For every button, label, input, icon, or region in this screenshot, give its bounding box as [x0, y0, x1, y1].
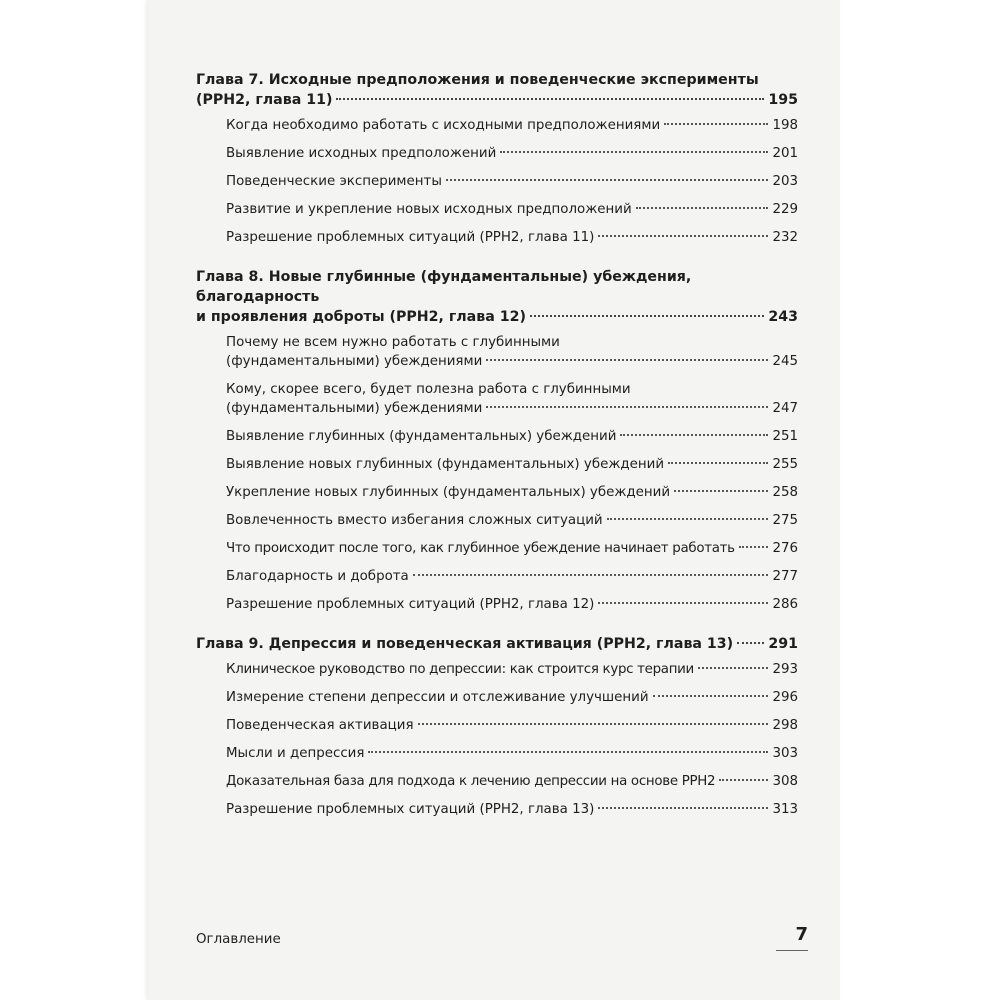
chapter-9	[196, 634, 798, 819]
entry-label: Когда необходимо работать с исходными предположениями	[226, 118, 661, 133]
footer-rule	[776, 950, 808, 951]
entry-label: Поведенческая активация	[226, 718, 414, 733]
toc-entry	[226, 333, 798, 371]
toc-entry	[226, 772, 798, 791]
toc-entry	[226, 200, 798, 219]
chapter-title-line2: (РРН2, глава 11)	[196, 92, 333, 108]
entry-page: 276	[772, 541, 798, 556]
chapter-8	[196, 267, 798, 614]
toc-entry	[226, 427, 798, 446]
toc-entry	[226, 660, 798, 679]
entry-label: Вовлеченность вместо избегания сложных ситуаций	[226, 513, 603, 528]
chapter-title: Глава 8. Новые глубинные (фундаментальные) убеждения, благодарность	[196, 269, 692, 305]
leader-dots	[719, 779, 768, 781]
entry-label: Разрешение проблемных ситуаций (РРН2, глава 13)	[226, 802, 595, 817]
chapter-title: Глава 9. Депрессия и поведенческая активация (РРН2, глава 13)	[196, 636, 734, 652]
entry-label-line2: (фундаментальными) убеждениями	[226, 354, 483, 369]
entry-page: 296	[772, 690, 798, 705]
toc-entry	[226, 483, 798, 502]
footer-section-title: Оглавление	[196, 932, 281, 947]
toc-entry	[226, 744, 798, 763]
page-footer	[196, 924, 808, 960]
leader-dots	[674, 490, 768, 492]
entry-page: 277	[772, 569, 798, 584]
toc-entry	[226, 116, 798, 135]
toc-entry	[226, 716, 798, 735]
chapter-page: 243	[768, 309, 798, 325]
entry-label-line2: (фундаментальными) убеждениями	[226, 401, 483, 416]
leader-dots	[664, 123, 768, 125]
leader-dots	[653, 695, 769, 697]
entry-label: Благодарность и доброта	[226, 569, 409, 584]
chapter-page: 195	[768, 92, 798, 108]
entry-label: Что происходит после того, как глубинное убеждение начинает работать	[226, 541, 735, 556]
chapter-page: 291	[768, 636, 798, 652]
entry-label: Выявление новых глубинных (фундаментальных) убеждений	[226, 457, 665, 472]
entry-page: 232	[772, 230, 798, 245]
toc-entry	[226, 595, 798, 614]
toc-entry	[226, 539, 798, 558]
entry-page: 275	[772, 513, 798, 528]
entry-page: 308	[772, 774, 798, 789]
entry-page: 247	[772, 401, 798, 416]
leader-dots	[698, 667, 768, 669]
leader-dots	[607, 518, 769, 520]
leader-dots	[620, 434, 768, 436]
leader-dots	[530, 315, 764, 317]
leader-dots	[336, 98, 764, 100]
chapter-7	[196, 70, 798, 247]
entry-page: 201	[772, 146, 798, 161]
leader-dots	[486, 406, 768, 408]
entry-label: Почему не всем нужно работать с глубинными	[226, 335, 560, 350]
leader-dots	[636, 207, 769, 209]
entry-page: 251	[772, 429, 798, 444]
book-page	[148, 0, 840, 1000]
leader-dots	[668, 462, 768, 464]
page-number: 7	[795, 924, 808, 945]
toc-entry	[226, 228, 798, 247]
entry-label: Укрепление новых глубинных (фундаментальных) убеждений	[226, 485, 671, 500]
entry-label: Развитие и укрепление новых исходных предположений	[226, 202, 632, 217]
entry-label: Разрешение проблемных ситуаций (РРН2, глава 11)	[226, 230, 595, 245]
toc-entry	[226, 567, 798, 586]
entry-page: 298	[772, 718, 798, 733]
entry-page: 258	[772, 485, 798, 500]
toc-entry	[226, 172, 798, 191]
entry-label: Измерение степени депрессии и отслеживание улучшений	[226, 690, 649, 705]
entry-label: Разрешение проблемных ситуаций (РРН2, глава 12)	[226, 597, 595, 612]
table-of-contents	[196, 70, 798, 839]
leader-dots	[737, 642, 764, 644]
leader-dots	[368, 751, 768, 753]
leader-dots	[598, 235, 768, 237]
entry-page: 313	[772, 802, 798, 817]
entry-page: 229	[772, 202, 798, 217]
entry-label: Выявление глубинных (фундаментальных) убеждений	[226, 429, 617, 444]
entry-page: 286	[772, 597, 798, 612]
chapter-title-line2: и проявления доброты (РРН2, глава 12)	[196, 309, 526, 325]
entry-page: 293	[772, 662, 798, 677]
entry-label: Кому, скорее всего, будет полезна работа с глубинными	[226, 382, 631, 397]
leader-dots	[413, 574, 769, 576]
leader-dots	[598, 602, 768, 604]
toc-entry	[226, 688, 798, 707]
leader-dots	[739, 546, 769, 548]
entry-page: 198	[772, 118, 798, 133]
entry-page: 255	[772, 457, 798, 472]
toc-entry	[226, 511, 798, 530]
entry-label: Поведенческие эксперименты	[226, 174, 442, 189]
entry-label: Выявление исходных предположений	[226, 146, 497, 161]
leader-dots	[418, 723, 769, 725]
entry-page: 245	[772, 354, 798, 369]
leader-dots	[598, 807, 768, 809]
entry-label: Клиническое руководство по депрессии: как строится курс терапии	[226, 662, 694, 677]
entry-page: 203	[772, 174, 798, 189]
entry-label: Доказательная база для подхода к лечению депрессии на основе РРН2	[226, 774, 716, 789]
toc-entry	[226, 455, 798, 474]
leader-dots	[500, 151, 768, 153]
toc-entry	[226, 144, 798, 163]
entry-page: 303	[772, 746, 798, 761]
toc-entry	[226, 800, 798, 819]
leader-dots	[446, 179, 769, 181]
toc-entry	[226, 380, 798, 418]
chapter-title: Глава 7. Исходные предположения и поведенческие эксперименты	[196, 72, 759, 88]
leader-dots	[486, 359, 768, 361]
entry-label: Мысли и депрессия	[226, 746, 365, 761]
